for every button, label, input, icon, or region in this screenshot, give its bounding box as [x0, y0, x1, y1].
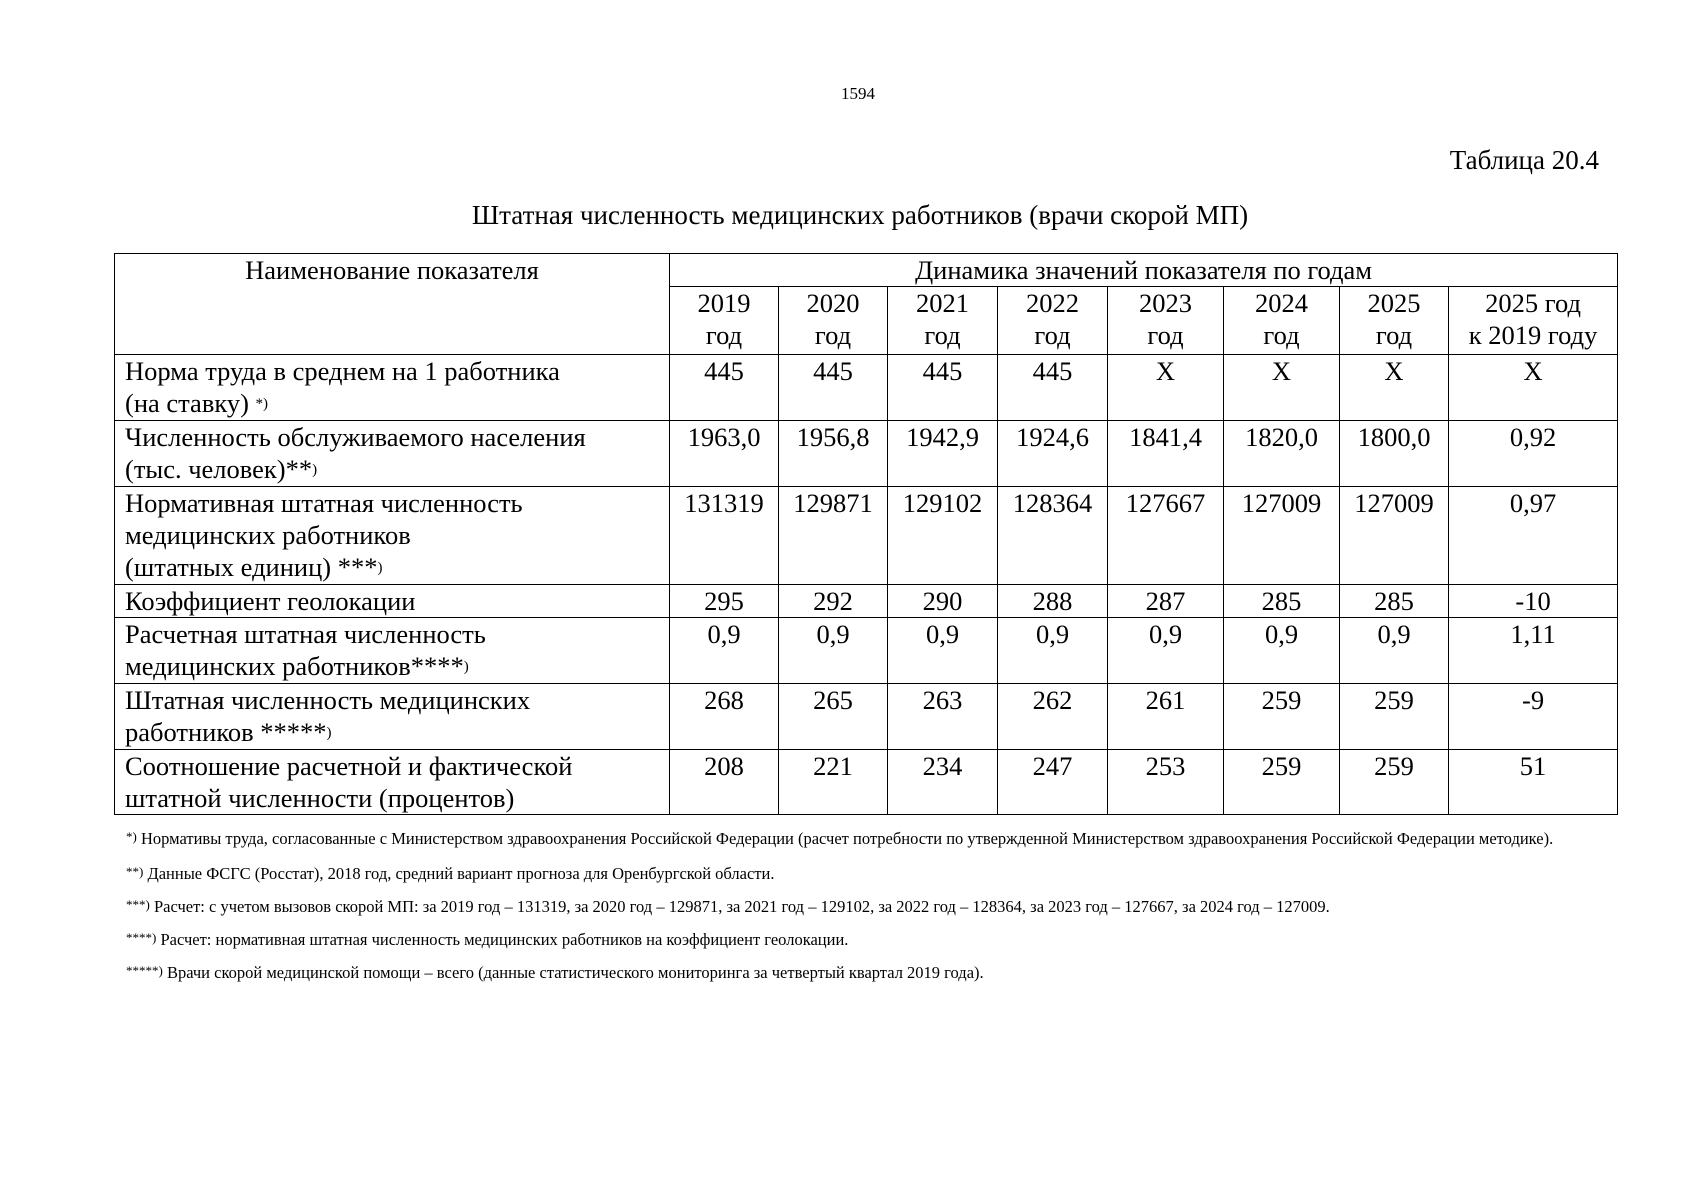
value-cell: 0,9: [888, 618, 998, 684]
value-cell: 288: [998, 585, 1108, 618]
row-name-line: Соотношение расчетной и фактической: [125, 751, 573, 781]
value-cell: 1956,8: [779, 421, 888, 487]
table-row: [115, 487, 1618, 585]
value-cell: 259: [1224, 684, 1340, 750]
row-name: [115, 421, 670, 487]
value-cell: 0,97: [1449, 487, 1618, 585]
value-cell: 259: [1340, 684, 1449, 750]
row-name: [115, 355, 670, 421]
row-name-line: (тыс. человек)**): [125, 454, 318, 484]
value-cell: 0,9: [1108, 618, 1224, 684]
value-cell: 129871: [779, 487, 888, 585]
value-cell: 285: [1224, 585, 1340, 618]
value-cell: 127009: [1224, 487, 1340, 585]
footnote-marker: ): [463, 659, 469, 675]
value-cell: 259: [1224, 750, 1340, 815]
row-name: [115, 487, 670, 585]
value-cell: X: [1449, 355, 1618, 421]
row-name: [115, 618, 670, 684]
footnote-text: Врачи скорой медицинской помощи – всего (данные статистического мониторинга за четвертый квартал 2019 года).: [162, 963, 984, 982]
table-row: [115, 355, 1618, 421]
row-name-line: Коэффициент геолокации: [125, 586, 416, 616]
row-name-line: (на ставку) *): [125, 388, 269, 418]
value-cell: 445: [888, 355, 998, 421]
value-cell: 261: [1108, 684, 1224, 750]
footnote-mark: ****): [126, 930, 157, 945]
year-header-line1: 2025: [1367, 288, 1421, 318]
row-name-line: (штатных единиц) ***): [125, 552, 383, 582]
table-row: [115, 585, 1618, 618]
row-name-line: Норма труда в среднем на 1 работника: [125, 356, 560, 386]
year-header-line1: 2024: [1255, 288, 1308, 318]
value-cell: 1942,9: [888, 421, 998, 487]
year-header-5: [1224, 287, 1340, 355]
year-header-line2: год: [1263, 320, 1300, 350]
footnote: [126, 927, 1586, 950]
dynamics-column-header: Динамика значений показателя по годам: [670, 254, 1618, 287]
row-name-line: штатной численности (процентов): [125, 783, 515, 813]
value-cell: 445: [670, 355, 779, 421]
year-header-4: [1108, 287, 1224, 355]
row-name-line: медицинских работников****): [125, 651, 469, 681]
value-cell: 445: [779, 355, 888, 421]
year-header-line2: год: [705, 320, 743, 350]
value-cell: 262: [998, 684, 1108, 750]
table-row: [115, 750, 1618, 815]
value-cell: -10: [1449, 585, 1618, 618]
year-header-line1: 2021: [916, 288, 969, 318]
name-column-header: Наименование показателя: [115, 254, 670, 355]
value-cell: 131319: [670, 487, 779, 585]
year-header-2: [888, 287, 998, 355]
row-name: [115, 750, 670, 815]
year-header-line2: год: [924, 320, 961, 350]
value-cell: 0,92: [1449, 421, 1618, 487]
value-cell: 295: [670, 585, 779, 618]
value-cell: 127667: [1108, 487, 1224, 585]
value-cell: 0,9: [998, 618, 1108, 684]
footnote-mark: ***): [126, 897, 150, 912]
year-header-line2: год: [1034, 320, 1071, 350]
value-cell: 259: [1340, 750, 1449, 815]
page-number: 1594: [841, 84, 875, 103]
footnote-text: Нормативы труда, согласованные с Министерством здравоохранения Российской Федерации (расчет потребности по утвержденной Министерством здравоохранения Российской Федерации методике).: [136, 829, 1554, 848]
value-cell: 0,9: [1340, 618, 1449, 684]
row-name-line: Численность обслуживаемого населения: [125, 422, 586, 452]
footnote-text: Расчет: нормативная штатная численность медицинских работников на коэффициент геолокации.: [156, 930, 849, 949]
value-cell: 127009: [1340, 487, 1449, 585]
row-name: [115, 585, 670, 618]
value-cell: 265: [779, 684, 888, 750]
value-cell: 51: [1449, 750, 1618, 815]
footnotes: [126, 826, 1586, 993]
footnote: [126, 894, 1586, 917]
year-header-line2: год: [1375, 320, 1413, 350]
year-header-1: [779, 287, 888, 355]
table-body: [115, 355, 1618, 815]
value-cell: 247: [998, 750, 1108, 815]
year-header-0: [670, 287, 779, 355]
footnote: [126, 826, 1586, 849]
value-cell: 221: [779, 750, 888, 815]
value-cell: 285: [1340, 585, 1449, 618]
year-header-line1: 2025 год: [1485, 288, 1581, 318]
row-name-line: работников *****): [125, 717, 332, 747]
year-header-line1: 2022: [1026, 288, 1079, 318]
footnote-marker: ): [312, 462, 318, 478]
year-header-line2: к 2019 году: [1468, 320, 1598, 350]
value-cell: 287: [1108, 585, 1224, 618]
value-cell: 234: [888, 750, 998, 815]
value-cell: 268: [670, 684, 779, 750]
footnote-mark: **): [126, 864, 144, 879]
value-cell: 290: [888, 585, 998, 618]
value-cell: 1924,6: [998, 421, 1108, 487]
value-cell: X: [1224, 355, 1340, 421]
value-cell: 1841,4: [1108, 421, 1224, 487]
value-cell: 129102: [888, 487, 998, 585]
year-header-line1: 2020: [806, 288, 860, 318]
year-header-3: [998, 287, 1108, 355]
table-row: [115, 684, 1618, 750]
year-header-line2: год: [814, 320, 852, 350]
value-cell: 1800,0: [1340, 421, 1449, 487]
row-name-line: Нормативная штатная численность: [125, 488, 523, 518]
footnote-marker: ): [377, 560, 383, 576]
year-header-line2: год: [1147, 320, 1184, 350]
row-name-line: Штатная численность медицинских: [125, 685, 531, 715]
value-cell: 0,9: [1224, 618, 1340, 684]
footnote-marker: ): [326, 725, 332, 741]
footnote: [126, 960, 1586, 983]
year-header-line1: 2023: [1139, 288, 1192, 318]
value-cell: 292: [779, 585, 888, 618]
row-name: [115, 684, 670, 750]
footnote-text: Данные ФСГС (Росстат), 2018 год, средний вариант прогноза для Оренбургской области.: [143, 864, 775, 883]
value-cell: -9: [1449, 684, 1618, 750]
year-header-7: [1449, 287, 1618, 355]
staffing-table: [114, 253, 1618, 815]
footnote-mark: *****): [126, 963, 163, 978]
value-cell: 253: [1108, 750, 1224, 815]
value-cell: 1820,0: [1224, 421, 1340, 487]
table-row: [115, 421, 1618, 487]
year-header-6: [1340, 287, 1449, 355]
value-cell: 445: [998, 355, 1108, 421]
value-cell: X: [1340, 355, 1449, 421]
table-title: Штатная численность медицинских работников (врачи скорой МП): [471, 200, 1249, 230]
table-row: [115, 618, 1618, 684]
row-name-line: медицинских работников: [125, 520, 411, 550]
value-cell: 1963,0: [670, 421, 779, 487]
value-cell: 0,9: [670, 618, 779, 684]
table-number: Таблица 20.4: [1449, 145, 1599, 175]
year-header-line1: 2019: [697, 288, 751, 318]
footnote-text: Расчет: с учетом вызовов скорой МП: за 2019 год – 131319, за 2020 год – 129871, за 2021 год – 129102, за 2022 год – 128364, за 2023 год – 127667, за 2024 год – 127009.: [149, 897, 1330, 916]
value-cell: 128364: [998, 487, 1108, 585]
value-cell: 263: [888, 684, 998, 750]
value-cell: 208: [670, 750, 779, 815]
footnote: [126, 861, 1586, 884]
footnote-mark: *): [126, 829, 137, 844]
value-cell: X: [1108, 355, 1224, 421]
value-cell: 1,11: [1449, 618, 1618, 684]
row-name-line: Расчетная штатная численность: [125, 619, 486, 649]
footnote-marker: *): [255, 396, 269, 412]
value-cell: 0,9: [779, 618, 888, 684]
header-row-top: [115, 254, 1618, 287]
